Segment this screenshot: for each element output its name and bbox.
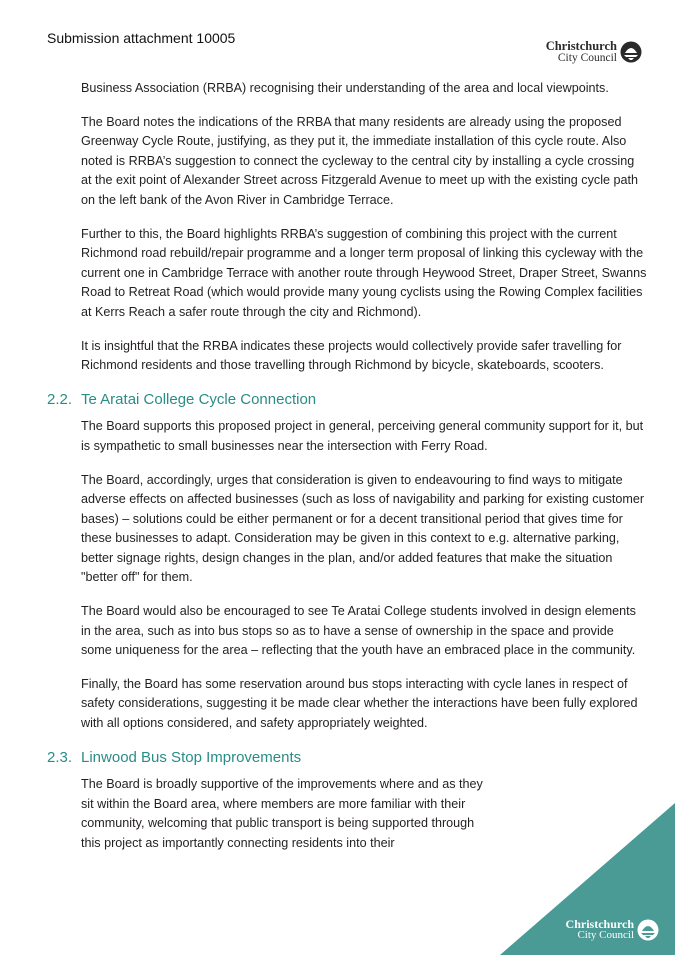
logo-wordmark: [546, 40, 617, 64]
section-number: 2.2.: [47, 390, 73, 408]
logo-line-1: Christchurch: [565, 917, 634, 931]
section-title: Linwood Bus Stop Improvements: [81, 748, 302, 766]
section-title: Te Aratai College Cycle Connection: [81, 390, 317, 408]
section-heading-2-3: [47, 748, 647, 769]
paragraph: The Board, accordingly, urges that consideration is given to endeavouring to find ways to mitigate adverse effects on affected businesses (such as loss of navigability and parking for existing customer bases) – solutions could be either permanent or for a decent transitional period that gives time for these businesses to adapt. Consideration may be given in this context to e.g. alternative parking, better signage rights, design changes in the plan, and/or added features that make the situation "better off" for them.: [81, 472, 645, 585]
logo-line-2: City Council: [557, 51, 617, 64]
paragraph: Business Association (RRBA) recognising their understanding of the area and local viewpoints.: [81, 81, 609, 95]
paragraph: Finally, the Board has some reservation around bus stops interacting with cycle lanes in respect of safety considerations, suggesting it be made clear whether the interactions have been fully explored with all options considered, and safety appropriately weighted.: [81, 676, 638, 731]
section-heading-2-2: [47, 390, 647, 411]
paragraph: The Board is broadly supportive of the improvements where and as they sit within the Board area, where members are more familiar with their community, welcoming that public transport is being supported through this project as importantly connecting residents into their: [81, 777, 483, 850]
council-emblem-icon: [637, 919, 659, 941]
logo-line-1: Christchurch: [545, 39, 617, 53]
document-header-title: Submission attachment 10005: [47, 30, 236, 46]
paragraph: It is insightful that the RRBA indicates these projects would collectively provide safer travelling for Richmond residents and those travelling through Richmond by bicycle, skateboards, scooters.: [81, 338, 622, 373]
council-logo-footer: [566, 918, 659, 941]
section-number: 2.3.: [47, 748, 73, 766]
paragraph: The Board notes the indications of the RRBA that many residents are already using the proposed Greenway Cycle Route, justifying, as they put it, the immediate installation of this cycle route. Also noted is RRBA’s suggestion to connect the cycleway to the central city by installing a cycle crossing at the exit point of Alexander Street across Fitzgerald Avenue to meet up with the existing cycle path on the left bank of the Avon River in Cambridge Terrace.: [81, 114, 639, 207]
document-body: [47, 79, 647, 868]
logo-line-2: City Council: [577, 929, 634, 941]
paragraph: The Board supports this proposed project in general, perceiving general community support for it, but is sympathetic to small businesses near the intersection with Ferry Road.: [81, 419, 644, 453]
paragraph: The Board would also be encouraged to see Te Aratai College students involved in design elements in the area, such as into bus stops so as to have a sense of ownership in the space and provide some uniqueness for the area – reflecting that the youth have an embraced place in the community.: [81, 604, 636, 658]
council-emblem-icon: [620, 41, 642, 63]
paragraph: Further to this, the Board highlights RRBA’s suggestion of combining this project with the current Richmond road rebuild/repair programme and a longer term proposal of linking this cycleway with the current one in Cambridge Terrace with another route through Heywood Street, Draper Street, Swanns Road to Retreat Road (which would provide many young cyclists using the Rowing Complex facilities at Kerrs Reach a safer route through the city and Richmond).: [81, 226, 647, 319]
council-logo: [546, 40, 642, 64]
logo-wordmark: [566, 918, 634, 941]
